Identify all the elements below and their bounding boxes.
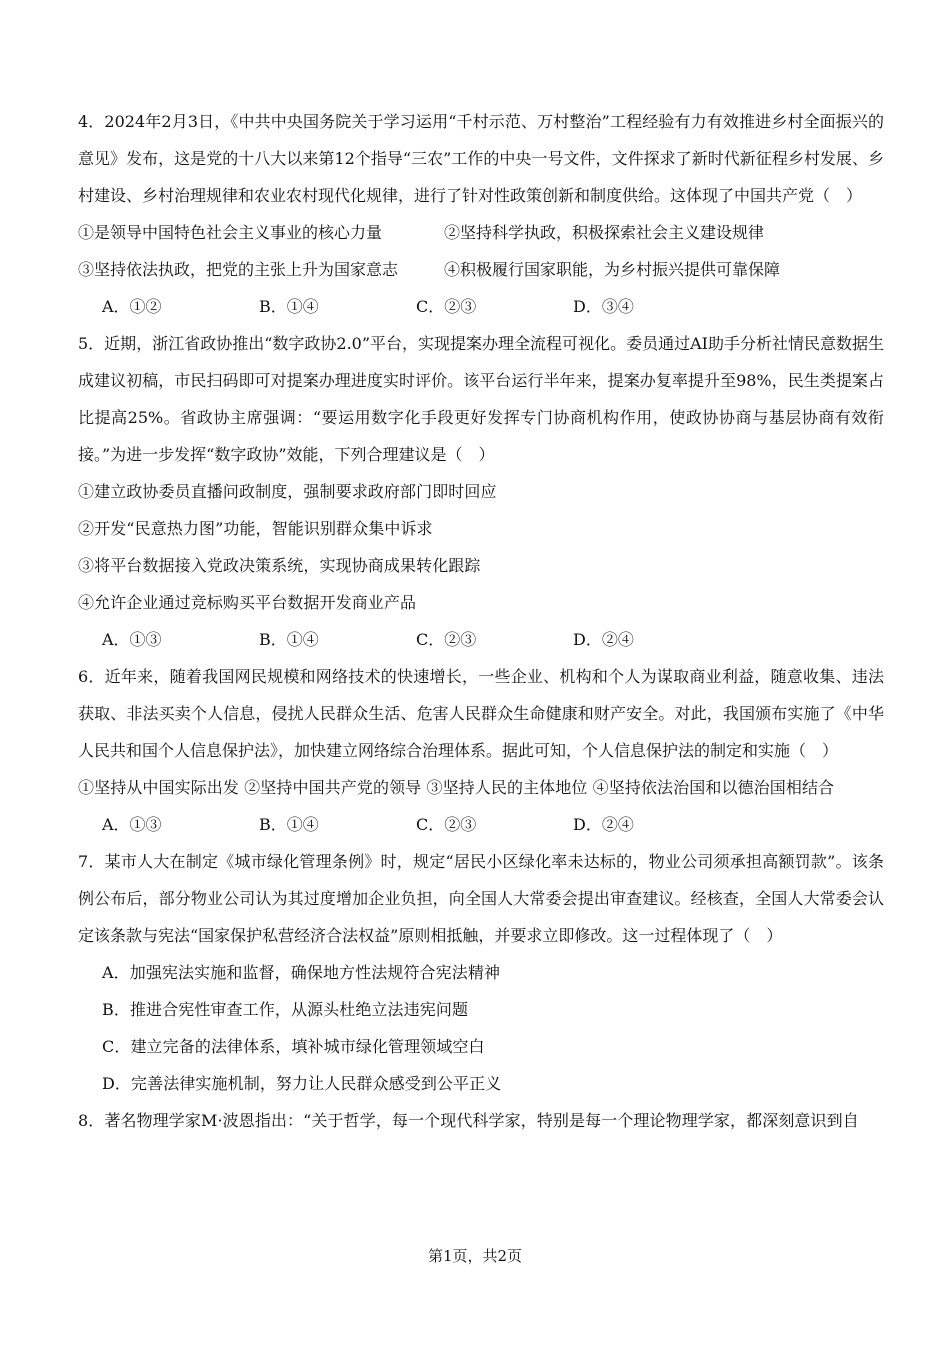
question-5-item-2: ②开发“民意热力图”功能，智能识别群众集中诉求 <box>78 519 433 538</box>
question-4-item-4: ④积极履行国家职能，为乡村振兴提供可靠保障 <box>444 260 781 279</box>
question-4 <box>78 103 884 325</box>
question-8-stem: 8．著名物理学家M·波恩指出：“关于哲学，每一个现代科学家，特别是每一个理论物理学家，都深刻意识到自 <box>78 1111 859 1130</box>
question-7-stem: 7．某市人大在制定《城市绿化管理条例》时，规定“居民小区绿化率未达标的，物业公司须承担高额罚款”。该条例公布后，部分物业公司认为其过度增加企业负担，向全国人大常委会提出审查建议。经核查，全国人大常委会认定该条款与宪法“国家保护私营经济合法权益”原则相抵触，并要求立即修改。这一过程体现了（ ） <box>78 852 884 945</box>
question-4-item-2: ②坚持科学执政，积极探索社会主义建设规律 <box>444 223 765 242</box>
question-6-option-b[interactable]: B．①④ <box>259 815 319 834</box>
question-4-option-d[interactable]: D．③④ <box>573 297 634 316</box>
question-6-options <box>78 806 884 843</box>
question-5-item-3: ③将平台数据接入党政决策系统，实现协商成果转化跟踪 <box>78 556 481 575</box>
question-5-item-4: ④允许企业通过竞标购买平台数据开发商业产品 <box>78 593 417 612</box>
exam-content <box>78 103 884 1139</box>
question-7 <box>78 843 884 1102</box>
question-5-stem: 5．近期，浙江省政协推出“数字政协2.0”平台，实现提案办理全流程可视化。委员通过AI助手分析社情民意数据生成建议初稿，市民扫码即可对提案办理进度实时评价。该平台运行半年来，提案办复率提升至98%，民生类提案占比提高25%。省政协主席强调：“要运用数字化手段更好发挥专门协商机构作用，使政协协商与基层协商有效衔接。”为进一步发挥“数字政协”效能，下列合理建议是（ ） <box>78 334 884 464</box>
question-5-option-d[interactable]: D．②④ <box>573 630 634 649</box>
question-6-items: ①坚持从中国实际出发 ②坚持中国共产党的领导 ③坚持人民的主体地位 ④坚持依法治国和以德治国相结合 <box>78 778 835 797</box>
question-6-option-c[interactable]: C．②③ <box>416 815 477 834</box>
question-4-option-b[interactable]: B．①④ <box>259 297 319 316</box>
question-5-option-a[interactable]: A．①③ <box>102 630 162 649</box>
question-4-stem: 4．2024年2月3日，《中共中央国务院关于学习运用“千村示范、万村整治”工程经验有力有效推进乡村全面振兴的意见》发布，这是党的十八大以来第12个指导“三农”工作的中央一号文件，文件探求了新时代新征程乡村发展、乡村建设、乡村治理规律和农业农村现代化规律，进行了针对性政策创新和制度供给。这体现了中国共产党（ ） <box>78 112 884 205</box>
question-4-option-c[interactable]: C．②③ <box>416 297 477 316</box>
question-6 <box>78 658 884 843</box>
question-8 <box>78 1102 884 1139</box>
question-5 <box>78 325 884 658</box>
question-5-option-b[interactable]: B．①④ <box>259 630 319 649</box>
question-7-option-b[interactable]: B．推进合宪性审查工作，从源头杜绝立法违宪问题 <box>102 1000 469 1019</box>
question-7-option-c[interactable]: C．建立完备的法律体系，填补城市绿化管理领域空白 <box>102 1037 485 1056</box>
question-6-stem: 6．近年来，随着我国网民规模和网络技术的快速增长，一些企业、机构和个人为谋取商业利益，随意收集、违法获取、非法买卖个人信息，侵扰人民群众生活、危害人民群众生命健康和财产安全。对此，我国颁布实施了《中华人民共和国个人信息保护法》，加快建立网络综合治理体系。据此可知，个人信息保护法的制定和实施（ ） <box>78 667 884 760</box>
page-footer: 第1页，共2页 <box>427 1247 523 1265</box>
question-4-items-row-1 <box>78 214 884 251</box>
question-4-option-a[interactable]: A．①② <box>102 297 162 316</box>
question-6-option-a[interactable]: A．①③ <box>102 815 162 834</box>
question-4-item-3: ③坚持依法执政，把党的主张上升为国家意志 <box>78 260 399 279</box>
question-4-item-1: ①是领导中国特色社会主义事业的核心力量 <box>78 223 383 242</box>
question-4-options <box>78 288 884 325</box>
question-7-option-d[interactable]: D．完善法律实施机制，努力让人民群众感受到公平正义 <box>102 1074 502 1093</box>
question-6-option-d[interactable]: D．②④ <box>573 815 634 834</box>
question-4-items-row-2 <box>78 251 884 288</box>
question-5-option-c[interactable]: C．②③ <box>416 630 477 649</box>
question-5-options <box>78 621 884 658</box>
question-7-option-a[interactable]: A．加强宪法实施和监督，确保地方性法规符合宪法精神 <box>102 963 501 982</box>
question-5-item-1: ①建立政协委员直播问政制度，强制要求政府部门即时回应 <box>78 482 497 501</box>
